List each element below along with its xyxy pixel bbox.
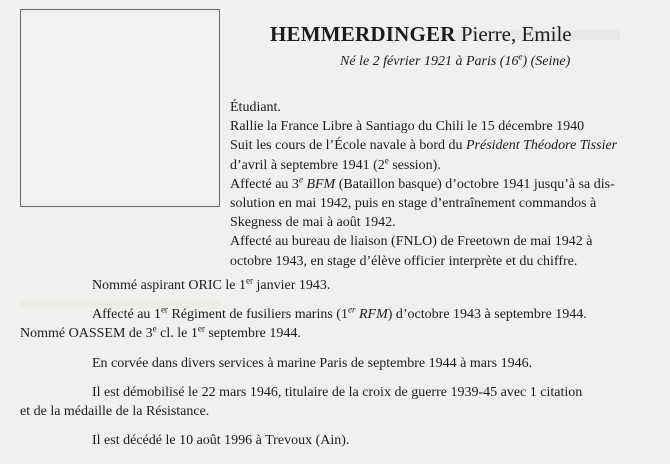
oassem-paragraph: Nommé OASSEM de 3e cl. le 1er septembre 1944. xyxy=(20,323,301,342)
demob-paragraph-line1: Il est démobilisé le 22 mars 1946, titulaire de la croix de guerre 1939-45 avec 1 citation xyxy=(92,384,583,400)
birth-text: Né le 2 février 1921 à Paris (16 xyxy=(340,54,519,69)
rallied-entry: Rallie la France Libre à Santiago du Chili le 15 décembre 1940 xyxy=(230,119,585,135)
corvee-paragraph: En corvée dans divers services à marine Paris de septembre 1944 à mars 1946. xyxy=(92,355,533,371)
rfm-paragraph: Affecté au 1er Régiment de fusiliers marins (1er RFM) d’octobre 1943 à septembre 1944. xyxy=(92,304,587,323)
birth-suffix: ) (Seine) xyxy=(522,54,571,69)
person-name xyxy=(270,22,572,47)
fnlo-entry: Affecté au bureau de liaison (FNLO) de Freetown de mai 1942 à octobre 1943, en stage d’élève officier interprète et du chiffre. xyxy=(230,234,593,269)
main-biography xyxy=(20,276,660,450)
surname: HEMMERDINGER xyxy=(270,22,456,46)
portrait-photo-frame xyxy=(20,9,220,207)
death-paragraph: Il est décédé le 10 août 1996 à Trevoux (Ain). xyxy=(92,433,350,449)
occupation: Étudiant. xyxy=(230,100,281,115)
demob-paragraph-line2: et de la médaille de la Résistance. xyxy=(20,404,210,420)
birth-info xyxy=(340,51,571,70)
bfm-entry: Affecté au 3e BFM (Bataillon basque) d’octobre 1941 jusqu’à sa dis- solution en mai 1942, puis en stage d’entraînement commandos à Skegness de mai à août 1942. xyxy=(230,174,615,231)
career-entries xyxy=(230,98,660,271)
ship-name: Président Théodore Tissier xyxy=(465,138,618,154)
oric-paragraph: Nommé aspirant ORIC le 1er janvier 1943. xyxy=(92,275,331,293)
given-names: Pierre, Emile xyxy=(460,22,572,46)
naval-school-entry: Suit les cours de l’École navale à bord du Président Théodore Tissier d’avril à septembre 1941 (2e session). xyxy=(230,138,618,173)
birth-sup: e xyxy=(518,51,523,62)
